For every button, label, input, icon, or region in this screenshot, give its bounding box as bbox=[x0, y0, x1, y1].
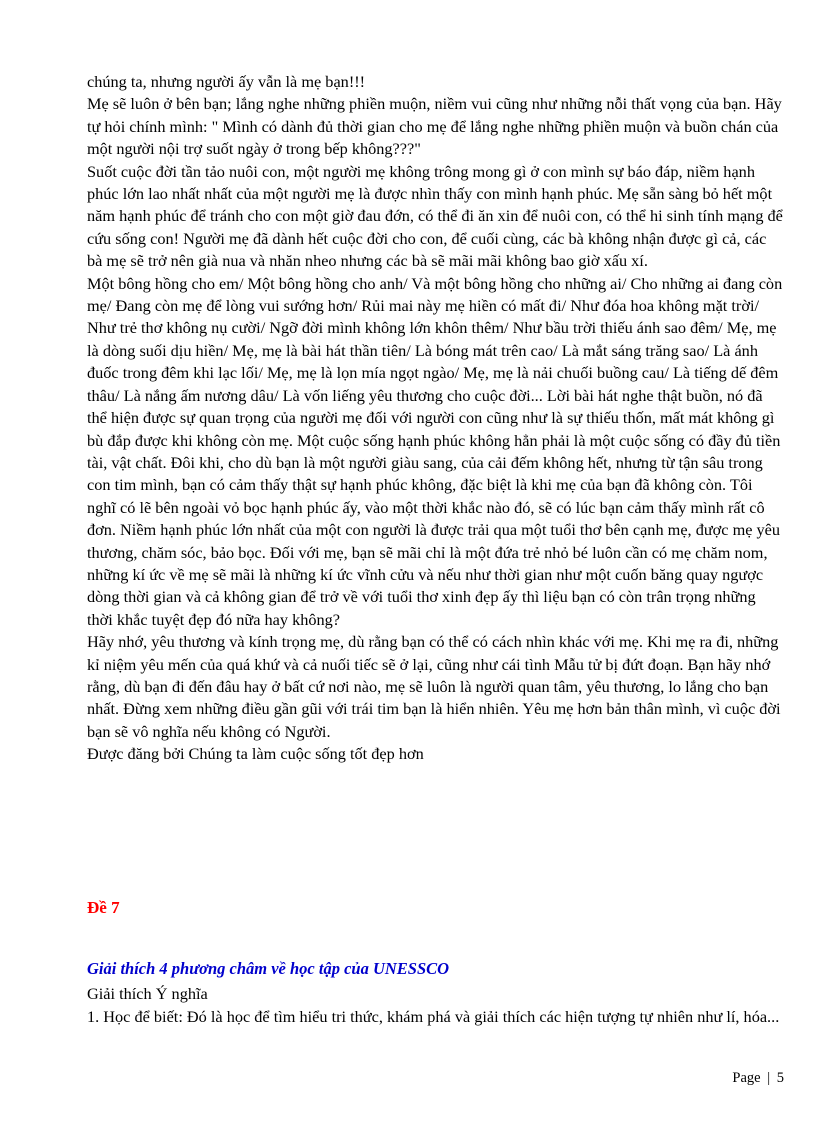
paragraph-continuation: chúng ta, nhưng người ấy vẫn là mẹ bạn!!! bbox=[87, 72, 366, 91]
page-number: 5 bbox=[776, 1070, 784, 1086]
body-text bbox=[87, 71, 783, 766]
section-title: Giải thích 4 phương châm về học tập của UNESSCO bbox=[87, 959, 450, 978]
page-label: Page bbox=[732, 1070, 761, 1086]
exam-heading: Đề 7 bbox=[87, 898, 120, 917]
paragraph-remember: Hãy nhớ, yêu thương và kính trọng mẹ, dù rằng bạn có thể có cách nhìn khác với mẹ. Khi mẹ ra đi, những kỉ niệm yêu mến của quá khứ và cả nuối tiếc sẽ ở lại, cũng như cái tình Mẫu tử bị đứt đoạn. Bạn hãy nhớ rằng, dù bạn đi đến đâu hay ở bất cứ nơi nào, mẹ sẽ luôn là người quan tâm, yêu thương, lo lắng cho bạn nhất. Đừng xem những điều gần gũi với trái tim bạn là hiển nhiên. Yêu mẹ hơn bản thân mình, vì cuộc đời bạn sẽ vô nghĩa nếu không có Người. bbox=[87, 632, 781, 741]
page-footer bbox=[732, 1070, 784, 1087]
posted-by-line: Được đăng bởi Chúng ta làm cuộc sống tốt đẹp hơn bbox=[87, 744, 424, 764]
paragraph-listening: Mẹ sẽ luôn ở bên bạn; lắng nghe những phiền muộn, niềm vui cũng như những nỗi thất vọng của bạn. Hãy tự hỏi chính mình: " Mình có dành đủ thời gian cho mẹ để lắng nghe những phiền muộn và buồn chán của một người nội trợ suốt ngày ở trong bếp không???" bbox=[87, 94, 782, 159]
paragraph-song-lyrics: Một bông hồng cho em/ Một bông hồng cho anh/ Và một bông hồng cho những ai/ Cho những ai đang còn mẹ/ Đang còn mẹ để lòng vui sướng hơn/ Rủi mai này mẹ hiền có mất đi/ Như đóa hoa không mặt trời/ Như trẻ thơ không nụ cười/ Ngỡ đời mình không lớn khôn thêm/ Như bầu trời thiếu ánh sao đêm/ Mẹ, mẹ là dòng suối dịu hiền/ Mẹ, mẹ là bài hát thần tiên/ Là bóng mát trên cao/ Là mắt sáng trăng sao/ Là ánh đuốc trong đêm khi lạc lối/ Mẹ, mẹ là lọn mía ngọt ngào/ Mẹ, mẹ là nải chuối buồng cau/ Là tiếng dế đêm thâu/ Là nắng ấm nương dâu/ Là vốn liếng yêu thương cho cuộc đời... Lời bài hát nghe thật buồn, nó đã thể hiện được sự quan trọng của người mẹ đối với người con cũng như là sự thiếu thốn, mất mát không gì bù đắp được khi không còn mẹ. Một cuộc sống hạnh phúc không hẳn phải là một cuộc sống có đầy đủ tiền tài, vật chất. Đôi khi, cho dù bạn là một người giàu sang, của cải đếm không hết, nhưng từ tận sâu trong con tim mình, bạn có cảm thấy thật sự hạnh phúc không, đặc biệt là khi mẹ của bạn đã không còn. Tôi nghĩ có lẽ bên ngoài vỏ bọc hạnh phúc ấy, vào một thời khắc nào đó, sẽ có lúc bạn cảm thấy mình rất cô đơn. Niềm hạnh phúc lớn nhất của một con người là được trải qua một tuổi thơ bên cạnh mẹ, được mẹ yêu thương, chăm sóc, bảo bọc. Đối với mẹ, bạn sẽ mãi chỉ là một đứa trẻ nhỏ bé luôn cần có mẹ chăm nom, những kí ức về mẹ sẽ mãi là những kí ức vĩnh cửu và nếu như thời gian như một cuốn băng quay ngược dòng thời gian và cả không gian để trở về với tuổi thơ xinh đẹp ấy thì liệu bạn có còn trân trọng những thời khắc tuyệt đẹp đó nữa hay không? bbox=[87, 273, 783, 629]
page-separator: | bbox=[767, 1070, 771, 1086]
paragraph-sacrifice: Suốt cuộc đời tần tảo nuôi con, một người mẹ không trông mong gì ở con mình sự báo đáp, niềm hạnh phúc lớn lao nhất nhất của một người mẹ là được nhìn thấy con mình hạnh phúc. Mẹ sẵn sàng bỏ hết một năm hạnh phúc để tránh cho con một giờ đau đớn, có thể đi ăn xin để nuôi con, có thể hi sinh tính mạng để cứu sống con! Người mẹ đã dành hết cuộc đời cho con, để cuối cùng, các bà không nhận được gì cả, các bà mẹ sẽ trở nên già nua và nhăn nheo nhưng các bà sẽ mãi mãi không bao giờ xấu xí. bbox=[87, 161, 783, 271]
section-item-1: 1. Học để biết: Đó là học để tìm hiểu tri thức, khám phá và giải thích các hiện tượng tự nhiên như lí, hóa... bbox=[87, 1007, 780, 1026]
section-subheader: Giải thích Ý nghĩa bbox=[87, 984, 208, 1003]
section-body bbox=[87, 982, 783, 1028]
